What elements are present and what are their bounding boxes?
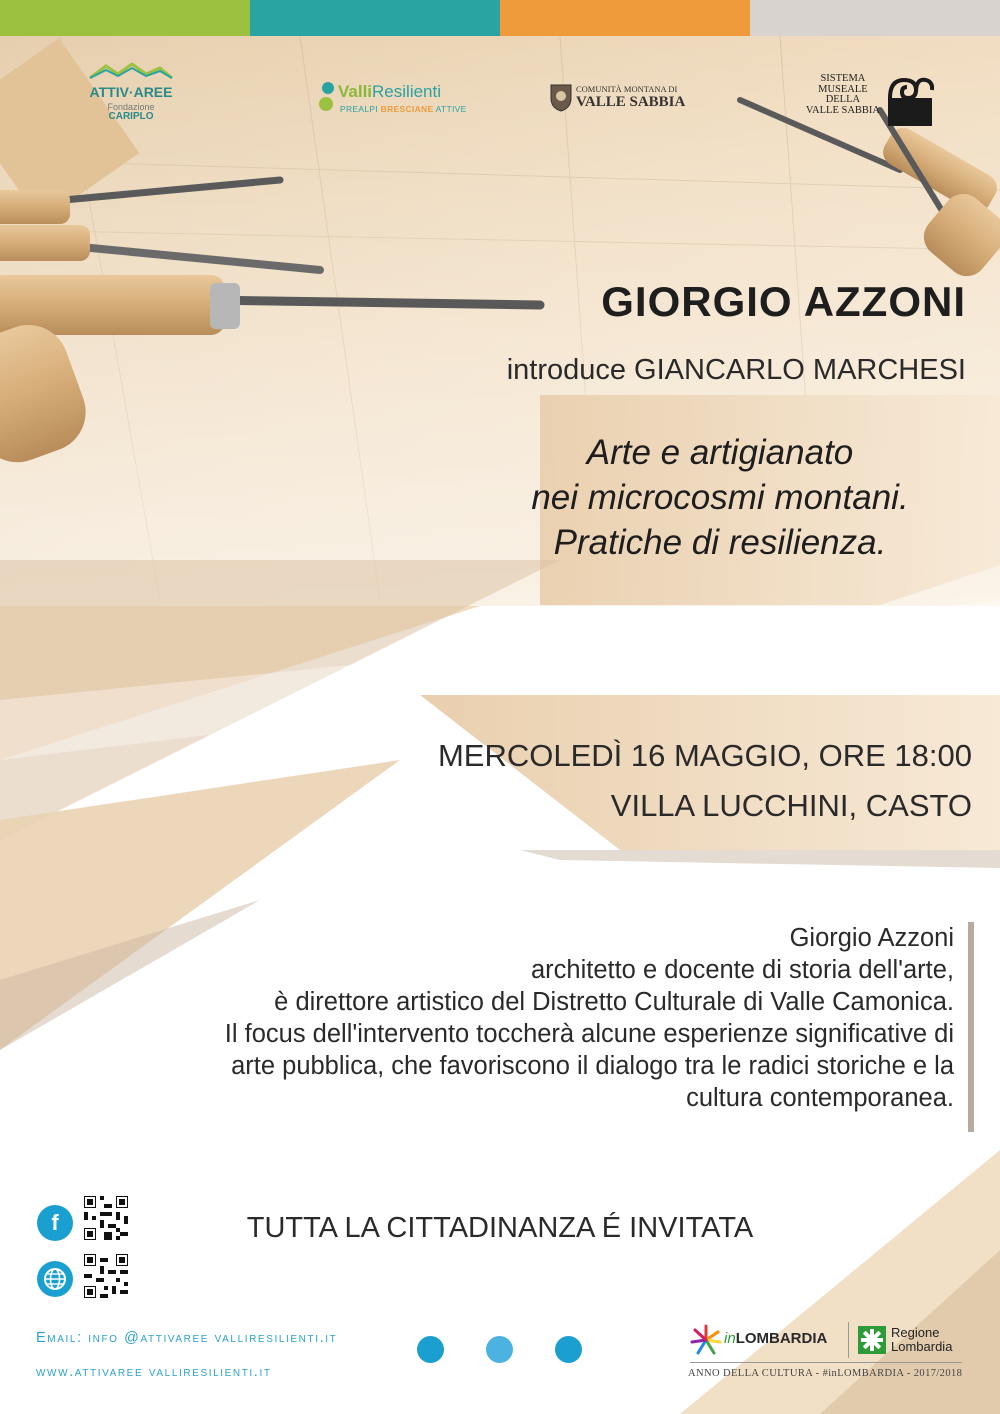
qr-code-facebook xyxy=(84,1196,128,1240)
event-place: VILLA LUCCHINI, CASTO xyxy=(610,788,972,823)
speaker-bio xyxy=(54,922,954,1114)
inlombardia-in: in xyxy=(724,1330,736,1347)
strip-grey xyxy=(750,0,1000,36)
footer-rule xyxy=(690,1362,962,1363)
talk-title-line-3: Pratiche di resilienza. xyxy=(553,523,887,562)
sistema-line3: DELLA xyxy=(825,94,861,105)
regione-line2: Lombardia xyxy=(891,1339,953,1354)
bio-line-4: Il focus dell'intervento toccherà alcune esperienze significative di xyxy=(224,1020,954,1048)
valli-title-b: Resilienti xyxy=(372,82,442,101)
bio-line-3: è direttore artistico del Distretto Culturale di Valle Camonica. xyxy=(274,988,954,1016)
strip-orange xyxy=(500,0,750,36)
sistema-line1: SISTEMA xyxy=(820,73,866,84)
comunita-line1: COMUNITÀ MONTANA DI xyxy=(576,84,678,94)
logo-valli-resilienti xyxy=(318,76,468,120)
attiv-aree-title: ATTIV·AREE xyxy=(89,84,173,100)
talk-title xyxy=(460,430,980,565)
bio-accent-bar xyxy=(968,922,974,1132)
sistema-line2: MUSEALE xyxy=(818,83,868,95)
website-link[interactable]: www.attivaree valliresilienti.it xyxy=(36,1364,272,1380)
valli-leaf-icon xyxy=(318,80,338,114)
logo-attiv-aree xyxy=(86,60,176,136)
decorative-dot-1 xyxy=(417,1336,444,1363)
inlombardia-wordmark xyxy=(724,1330,827,1347)
sistema-text xyxy=(806,74,880,116)
email-contact[interactable]: Email: info @attivaree valliresilienti.it xyxy=(36,1330,338,1346)
globe-icon[interactable] xyxy=(37,1261,73,1297)
bio-line-2: architetto e docente di storia dell'arte, xyxy=(530,956,954,984)
valli-title-a: Valli xyxy=(338,82,373,101)
valli-title xyxy=(338,82,441,102)
speaker-name: GIORGIO AZZONI xyxy=(601,278,966,325)
strip-teal xyxy=(250,0,500,36)
regione-rose-icon xyxy=(858,1326,886,1354)
valli-subtitle xyxy=(340,104,467,114)
regione-line1: Regione xyxy=(891,1325,940,1340)
event-date: MERCOLEDÌ 16 MAGGIO, ORE 18:00 xyxy=(437,738,972,773)
valli-subtitle-c: ATTIVE xyxy=(433,104,467,114)
decorative-dot-3 xyxy=(555,1336,582,1363)
facebook-icon[interactable]: f xyxy=(37,1205,73,1241)
decorative-dot-2 xyxy=(486,1336,513,1363)
talk-title-line-2: nei microcosmi montani. xyxy=(531,478,909,517)
comunita-line2: VALLE SABBIA xyxy=(576,94,686,110)
museum-spiral-icon xyxy=(886,76,934,126)
bio-line-6: cultura contemporanea. xyxy=(686,1084,954,1112)
introducer-line: introduce GIANCARLO MARCHESI xyxy=(506,354,966,386)
attiv-aree-line1: Fondazione xyxy=(107,101,155,112)
invitation-line: TUTTA LA CITTADINANZA É INVITATA xyxy=(246,1212,754,1244)
talk-title-line-1: Arte e artigianato xyxy=(586,433,854,472)
coat-of-arms-icon xyxy=(548,82,574,112)
logo-divider xyxy=(848,1322,849,1358)
bio-line-5: arte pubblica, che favoriscono il dialogo tra le radici storiche e la xyxy=(231,1052,954,1080)
strip-green xyxy=(0,0,250,36)
qr-code-website xyxy=(84,1254,128,1298)
logo-inlombardia xyxy=(690,1322,850,1358)
attiv-aree-line2: CARIPLO xyxy=(108,111,154,123)
valli-subtitle-a: PREALPI xyxy=(340,104,381,114)
logo-regione-lombardia xyxy=(858,1324,968,1358)
bio-line-1: Giorgio Azzoni xyxy=(789,924,954,952)
mountain-logo-icon xyxy=(86,60,176,80)
inlombardia-name: LOMBARDIA xyxy=(735,1330,828,1347)
regione-text xyxy=(891,1326,952,1354)
logo-comunita-montana xyxy=(548,82,698,116)
valli-subtitle-b: BRESCIANE xyxy=(380,104,434,114)
star-burst-icon xyxy=(690,1324,722,1356)
top-color-strip xyxy=(0,0,1000,36)
sistema-line4: VALLE SABBIA xyxy=(805,104,880,116)
globe-glyph-icon xyxy=(42,1266,68,1292)
logo-sistema-museale xyxy=(796,74,938,130)
anno-della-cultura: ANNO DELLA CULTURA - #inLOMBARDIA - 2017/2018 xyxy=(688,1368,963,1379)
